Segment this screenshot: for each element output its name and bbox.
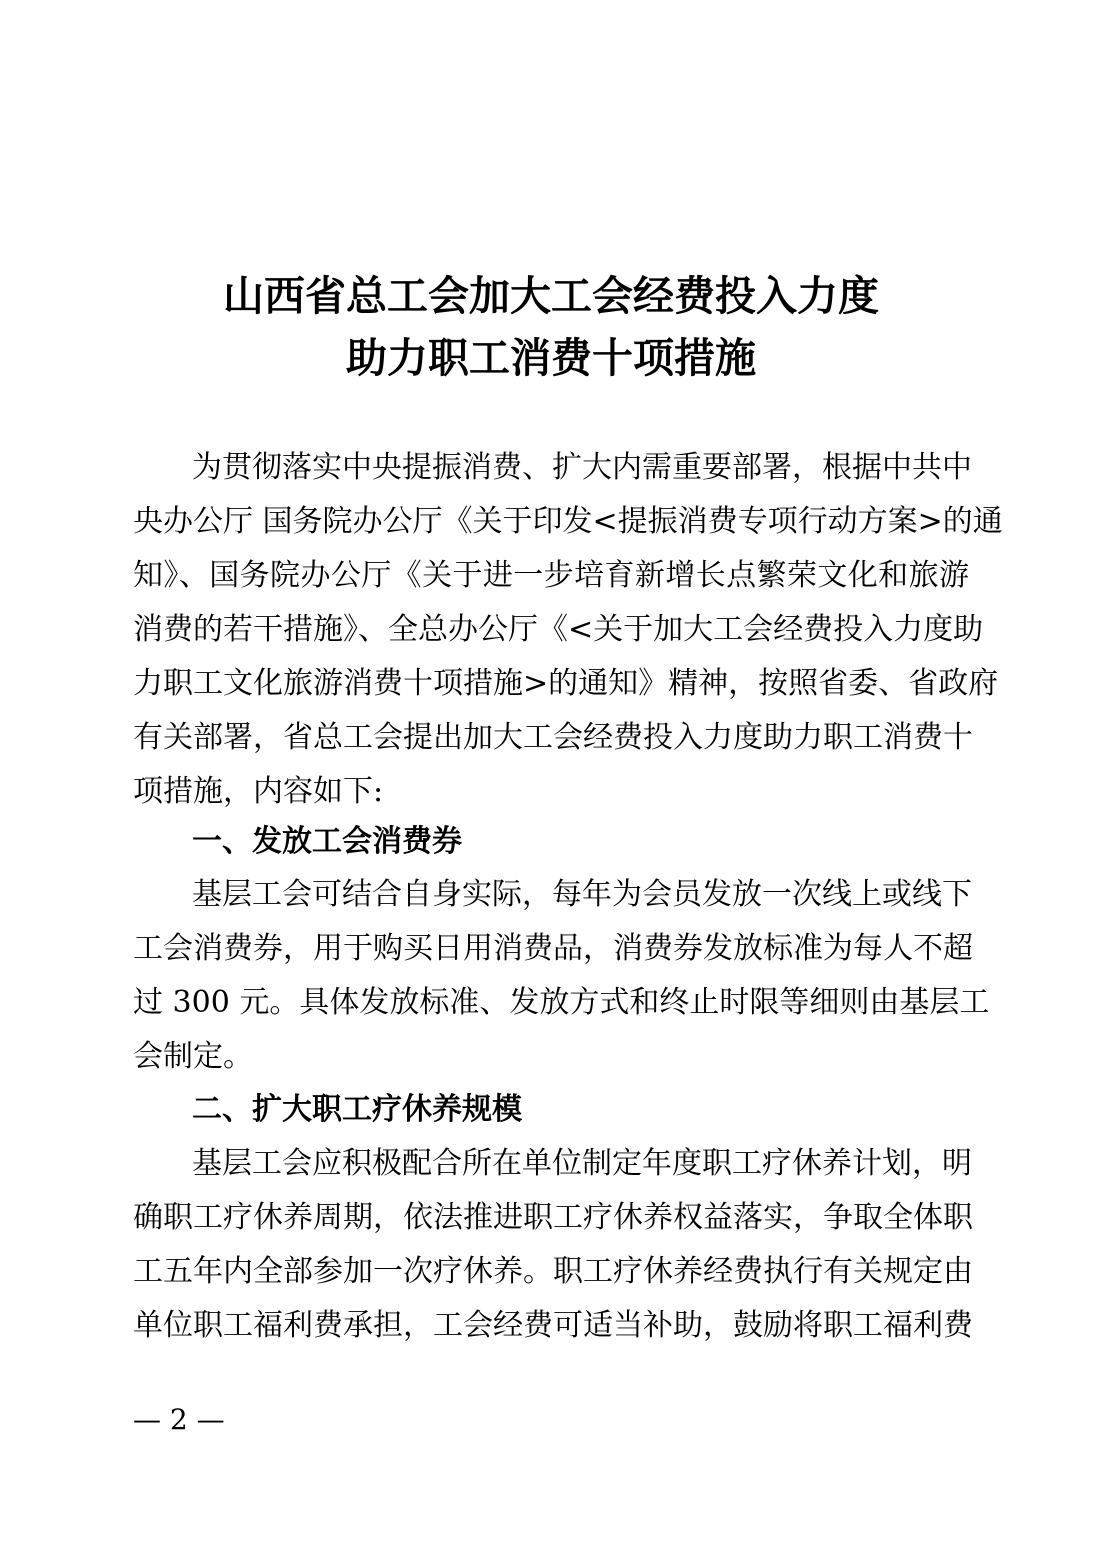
- intro-paragraph-line: 消费的若干措施》、全总办公厅《<关于加大工会经费投入力度助: [133, 612, 984, 647]
- section-1-line: 过 300 元。具体发放标准、发放方式和终止时限等细则由基层工: [133, 985, 990, 1020]
- intro-paragraph-line: 知》、国务院办公厅《关于进一步培育新增长点繁荣文化和旅游: [133, 558, 969, 593]
- section-1-line: 基层工会可结合自身实际，每年为会员发放一次线上或线下: [192, 877, 972, 912]
- section-2-line: 确职工疗休养周期，依法推进职工疗休养权益落实，争取全体职: [133, 1200, 973, 1235]
- section-1-line: 会制定。: [133, 1039, 253, 1074]
- section-2-line: 基层工会应积极配合所在单位制定年度职工疗休养计划，明: [192, 1146, 972, 1181]
- section-2-heading: 二、扩大职工疗休养规模: [192, 1092, 522, 1127]
- section-2-line: 工五年内全部参加一次疗休养。职工疗休养经费执行有关规定由: [133, 1254, 973, 1289]
- section-1-line: 工会消费券，用于购买日用消费品，消费券发放标准为每人不超: [133, 931, 973, 966]
- intro-paragraph-line: 央办公厅 国务院办公厅《关于印发<提振消费专项行动方案>的通: [133, 504, 1003, 539]
- intro-paragraph-line: 有关部署，省总工会提出加大工会经费投入力度助力职工消费十: [133, 720, 973, 755]
- section-1-heading: 一、发放工会消费券: [192, 824, 462, 859]
- intro-paragraph-line: 项措施，内容如下:: [133, 774, 384, 809]
- intro-paragraph-line: 为贯彻落实中央提振消费、扩大内需重要部署，根据中共中: [192, 450, 972, 485]
- document-title-line-2: 助力职工消费十项措施: [346, 334, 756, 382]
- page-number: — 2 —: [133, 1403, 225, 1436]
- section-2-line: 单位职工福利费承担，工会经费可适当补助，鼓励将职工福利费: [133, 1308, 973, 1343]
- intro-paragraph-line: 力职工文化旅游消费十项措施>的通知》精神，按照省委、省政府: [133, 666, 999, 701]
- document-title-line-1: 山西省总工会加大工会经费投入力度: [223, 272, 879, 320]
